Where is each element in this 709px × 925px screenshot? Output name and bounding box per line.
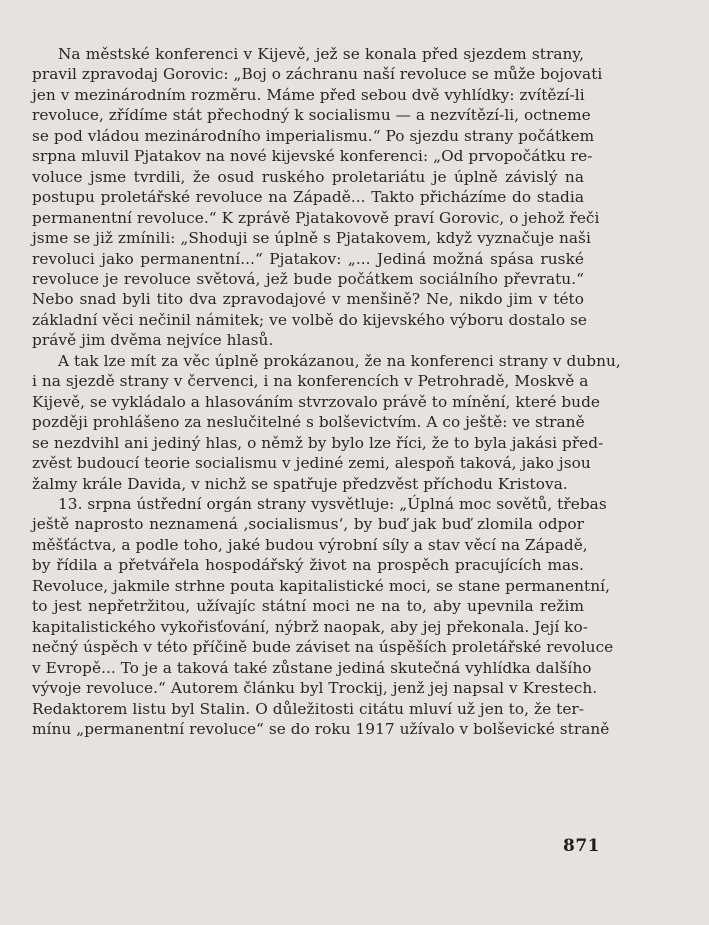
text-line: 13. srpna ústřední orgán strany vysvětluje: „Úplná moc sovětů, třebas: [58, 494, 607, 513]
text-line: to jest nepřetržitou, užívajíc státní moci ne na to, aby upevnila režim: [32, 597, 584, 616]
text-line: Redaktorem listu byl Stalin. O důležitosti citátu mluví už jen to, že ter-: [32, 699, 584, 718]
page-number: 871: [563, 836, 600, 856]
text-line: jsme se již zmínili: „Shoduji se úplně s Pjatakovem, když vyznačuje naši: [32, 229, 591, 248]
text-line: právě jim dvěma nejvíce hlasů.: [32, 331, 274, 350]
text-line: revoluce je revoluce světová, jež bude počátkem sociálního převratu.“: [32, 269, 584, 288]
text-line: srpna mluvil Pjatakov na nové kijevské konferenci: „Od prvopočátku re-: [32, 147, 593, 166]
text-line: Revoluce, jakmile strhne pouta kapitalistické moci, se stane permanentní,: [32, 576, 611, 595]
text-line: v Evropě... To je a taková také zůstane jediná skutečná vyhlídka dalšího: [32, 658, 592, 677]
text-line: i na sjezdě strany v červenci, i na konferencích v Petrohradě, Moskvě a: [32, 372, 589, 391]
text-line: měšťáctva, a podle toho, jaké budou výrobní síly a stav věcí na Západě,: [32, 535, 588, 554]
text-line: vývoje revoluce.“ Autorem článku byl Trockij, jenž jej napsal v Krestech.: [32, 679, 598, 698]
text-line: Na městské konferenci v Kijevě, jež se konala před sjezdem strany,: [58, 45, 584, 63]
text-line: zvěst budoucí teorie socialismu v jediné zemi, alespoň taková, jako jsou: [32, 454, 591, 473]
text-line: permanentní revoluce.“ K zprávě Pjatakovově praví Gorovic, o jehož řeči: [32, 208, 600, 227]
text-line: se pod vládou mezinárodního imperialismu.“ Po sjezdu strany počátkem: [32, 126, 595, 145]
text-line: postupu proletářské revoluce na Západě... Takto přicházíme do stadia: [32, 188, 584, 207]
text-line: by řídila a přetvářela hospodářský život na prospěch pracujících mas.: [32, 556, 584, 575]
text-line: mínu „permanentní revoluce“ se do roku 1917 užívalo v bolševické straně: [32, 719, 610, 738]
text-line: později prohlášeno za neslučitelné s bolševictvím. A co ještě: ve straně: [32, 413, 585, 432]
text-line: žalmy krále Davida, v nichž se spatřuje předzvěst příchodu Kristova.: [32, 474, 568, 493]
text-line: jen v mezinárodním rozměru. Máme před sebou dvě vyhlídky: zvítězí-li: [32, 85, 585, 104]
text-line: Kijevě, se vykládalo a hlasováním stvrzovalo právě to mínění, které bude: [32, 392, 601, 411]
text-line: základní věci nečinil námitek; ve volbě do kijevského výboru dostalo se: [32, 310, 588, 329]
text-line: revoluci jako permanentní...“ Pjatakov: „... Jediná možná spása ruské: [32, 249, 584, 268]
paragraph-1: [32, 44, 603, 351]
body-text: [32, 44, 621, 739]
text-line: se nezdvihl ani jediný hlas, o němž by bylo lze říci, že to byla jakási před-: [32, 433, 604, 452]
text-line: revoluce, zřídíme stát přechodný k socialismu — a nezvítězí-li, octneme: [32, 106, 591, 125]
text-line: kapitalistického vykořisťování, nýbrž naopak, aby jej překonala. Její ko-: [32, 617, 588, 636]
paragraph-2: [32, 351, 621, 494]
text-line: pravil zpravodaj Gorovic: „Boj o záchranu naší revoluce se může bojovati: [32, 65, 603, 84]
paragraph-3: [32, 494, 614, 739]
text-line: voluce jsme tvrdili, že osud ruského proletariátu je úplně závislý na: [32, 167, 584, 186]
text-line: nečný úspěch v této příčině bude záviset na úspěších proletářské revoluce: [32, 638, 614, 657]
text-line: Nebo snad byli tito dva zpravodajové v menšině? Ne, nikdo jim v této: [32, 290, 584, 309]
text-line: A tak lze mít za věc úplně prokázanou, že na konferenci strany v dubnu,: [58, 351, 621, 370]
text-line: ještě naprosto neznamená ‚socialismus‘, by buď jak buď zlomila odpor: [32, 515, 584, 534]
